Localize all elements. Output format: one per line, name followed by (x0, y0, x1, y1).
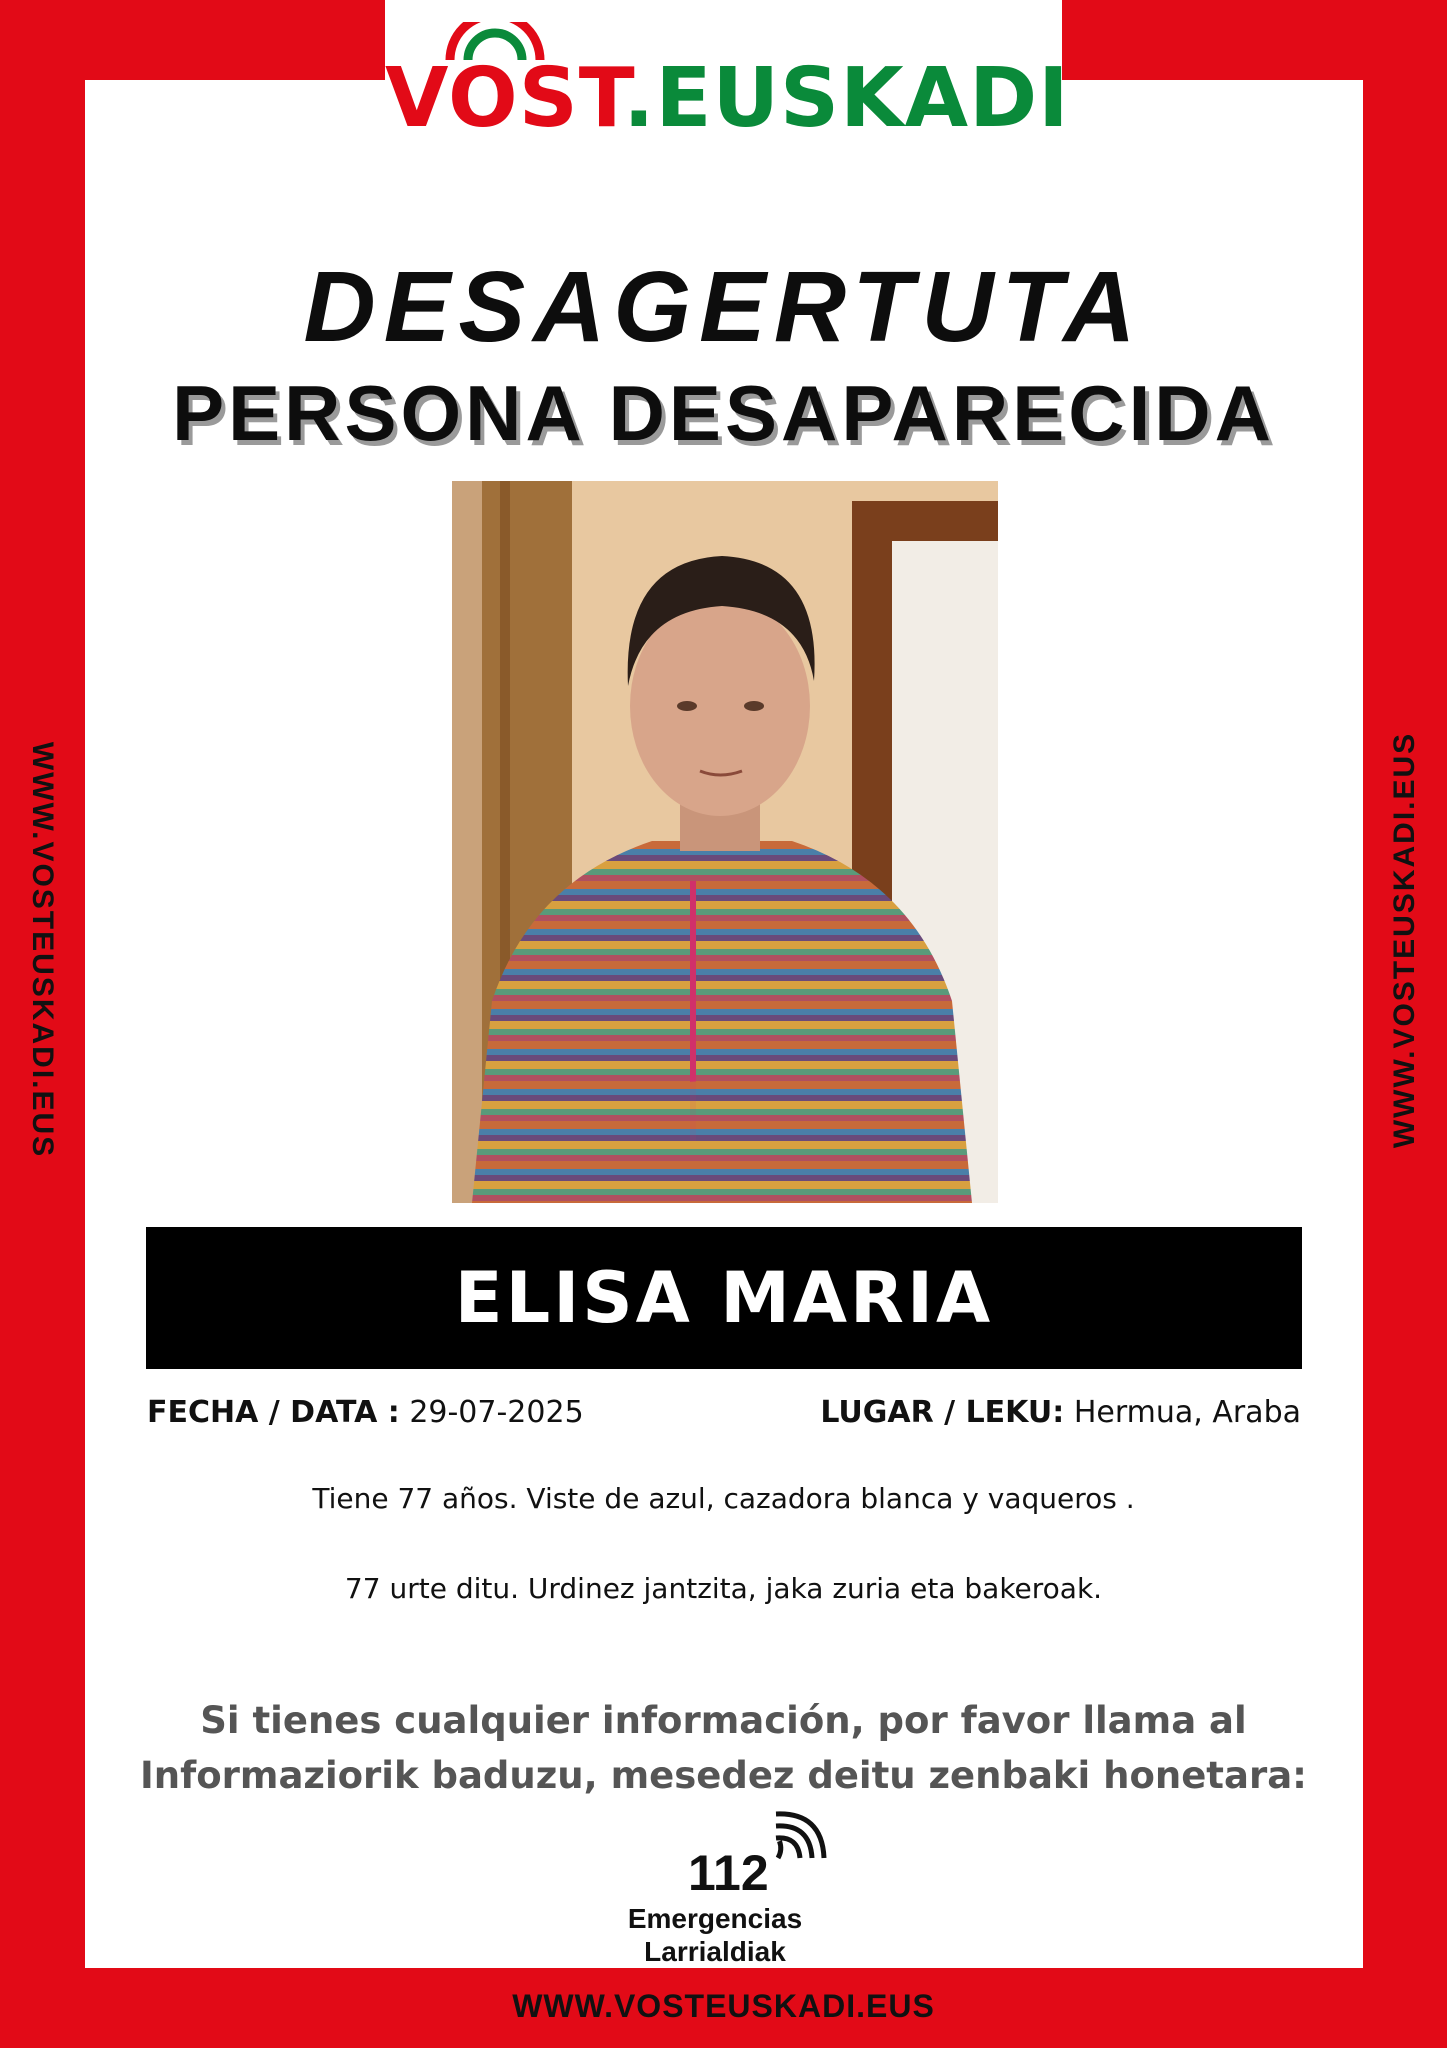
date-info (147, 1395, 584, 1430)
date-label: FECHA / DATA : (147, 1395, 400, 1430)
place-value: Hermua, Araba (1073, 1395, 1301, 1430)
vost-logo (385, 0, 1070, 150)
side-url-left[interactable]: WWW.VOSTEUSKADI.EUS (26, 741, 59, 1159)
call-to-action-basque: Informaziorik baduzu, mesedez deitu zenbaki honetara: (140, 1754, 1307, 1797)
date-value: 29-07-2025 (409, 1395, 584, 1430)
description-basque: 77 urte ditu. Urdinez jantzita, jaka zuria eta bakeroak. (344, 1572, 1103, 1605)
signal-waves-icon (768, 1808, 838, 1878)
side-url-right[interactable]: WWW.VOSTEUSKADI.EUS (1388, 731, 1421, 1149)
title-basque: DESAGERTUTA (303, 251, 1144, 363)
emergency-label-es: Emergencias (627, 1903, 803, 1934)
description-spanish: Tiene 77 años. Viste de azul, cazadora blanca y vaqueros . (312, 1482, 1135, 1515)
logo-dot: . (623, 51, 656, 146)
place-label: LUGAR / LEKU: (820, 1395, 1065, 1430)
missing-person-photo (452, 481, 998, 1203)
emergency-label-eu: Larrialdiak (644, 1936, 786, 1967)
emergency-number: 112 (688, 1845, 769, 1901)
logo-vost: VOST (385, 51, 624, 146)
place-info (820, 1395, 1301, 1430)
logo-euskadi: EUSKADI (655, 51, 1070, 146)
title-spanish: PERSONA DESAPARECIDA (172, 369, 1275, 457)
bottom-url[interactable]: WWW.VOSTEUSKADI.EUS (512, 1988, 935, 2024)
person-name: ELISA MARIA (146, 1227, 1302, 1369)
emergency-112-logo (620, 1808, 860, 1968)
call-to-action-spanish: Si tienes cualquier información, por favor llama al (200, 1699, 1247, 1742)
logo-wordmark (385, 51, 1070, 146)
